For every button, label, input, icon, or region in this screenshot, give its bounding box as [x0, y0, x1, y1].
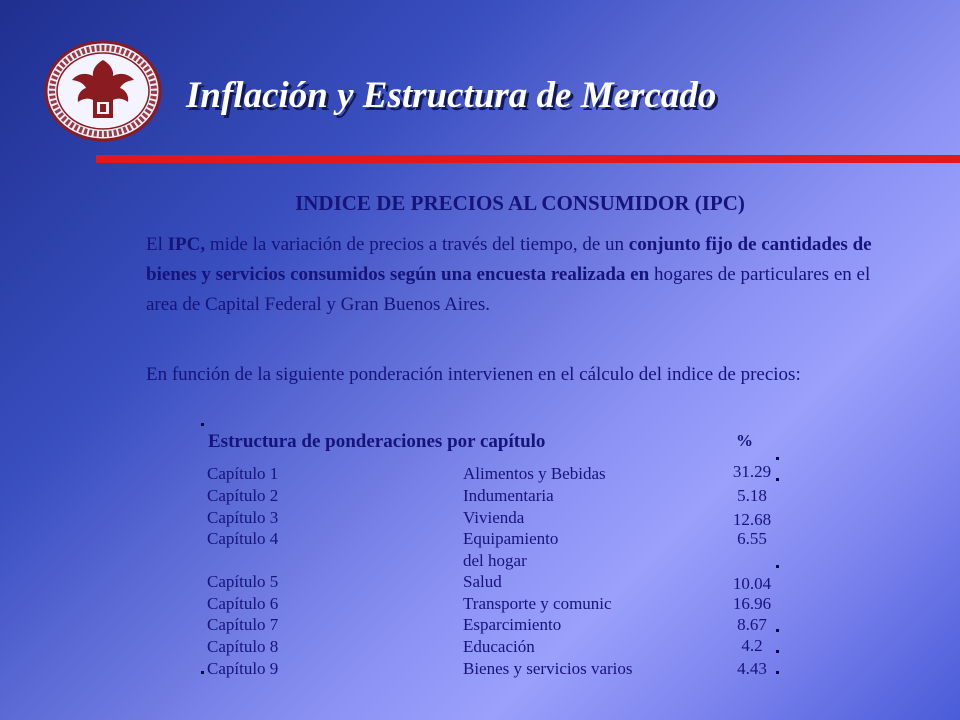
table-row-percent: 16.96 [732, 594, 772, 613]
table-row-chapter: Capítulo 7 [207, 615, 279, 634]
table-row-chapter: Capítulo 1 [207, 464, 279, 483]
table-marker [201, 423, 204, 426]
table-row-chapter: Capítulo 5 [207, 572, 279, 591]
table-row-category: Indumentaria [463, 486, 554, 505]
table-row-category: Vivienda [463, 508, 525, 527]
table-row-percent: 8.67 [737, 615, 767, 634]
table-row-category: Esparcimiento [463, 615, 562, 634]
table-title: Estructura de ponderaciones por capítulo [208, 431, 546, 452]
table-row-percent: 4.43 [737, 659, 767, 678]
table-marker [776, 457, 779, 460]
table-row-percent: 5.18 [737, 486, 767, 505]
table-row-category: Salud [463, 572, 502, 591]
table-row-category: Transporte y comunic [463, 594, 612, 613]
table-row-chapter: Capítulo 3 [207, 508, 279, 527]
table-row-category: del hogar [463, 551, 527, 570]
p1-text-c: mide la variación de precios a través del tiempo, de un [205, 234, 629, 255]
table-row-category: Alimentos y Bebidas [463, 464, 606, 483]
university-seal-logo [44, 40, 162, 142]
table-row-chapter: Capítulo 4 [207, 529, 279, 548]
p1-fixed-basket-bold: conjunto fijo de cantidades de bienes y servicios consumidos según una encuesta realizada en [146, 234, 872, 285]
table-marker [201, 671, 204, 674]
title-underline [96, 155, 960, 163]
table-row-percent: 6.55 [737, 529, 767, 548]
p1-text-e: hogares de particulares en el area de Capital Federal y Gran Buenos Aires. [146, 264, 871, 315]
table-marker [776, 565, 779, 568]
table-row-percent: 4.2 [741, 636, 763, 655]
section-subtitle: INDICE DE PRECIOS AL CONSUMIDOR (IPC) [295, 191, 745, 215]
table-row-chapter: Capítulo 8 [207, 637, 279, 656]
table-row-category: Equipamiento [463, 529, 559, 548]
ipc-definition-paragraph [146, 230, 906, 320]
p1-ipc-bold: IPC, [167, 234, 206, 255]
table-row-category: Educación [463, 637, 535, 656]
p1-text-a: El [146, 234, 168, 255]
table-row-percent: 31.29 [732, 462, 772, 481]
slide-title: Inflación y Estructura de Mercado [186, 75, 717, 116]
table-row-category: Bienes y servicios varios [463, 659, 633, 678]
table-row-percent: 12.68 [732, 510, 772, 529]
table-row-chapter: Capítulo 2 [207, 486, 279, 505]
percent-column-header: % [736, 431, 753, 450]
table-row-percent: 10.04 [732, 574, 772, 593]
table-row-chapter: Capítulo 9 [207, 659, 279, 678]
weighting-paragraph: En función de la siguiente ponderación intervienen en el cálculo del indice de precios: [146, 364, 801, 385]
table-row-chapter: Capítulo 6 [207, 594, 279, 613]
